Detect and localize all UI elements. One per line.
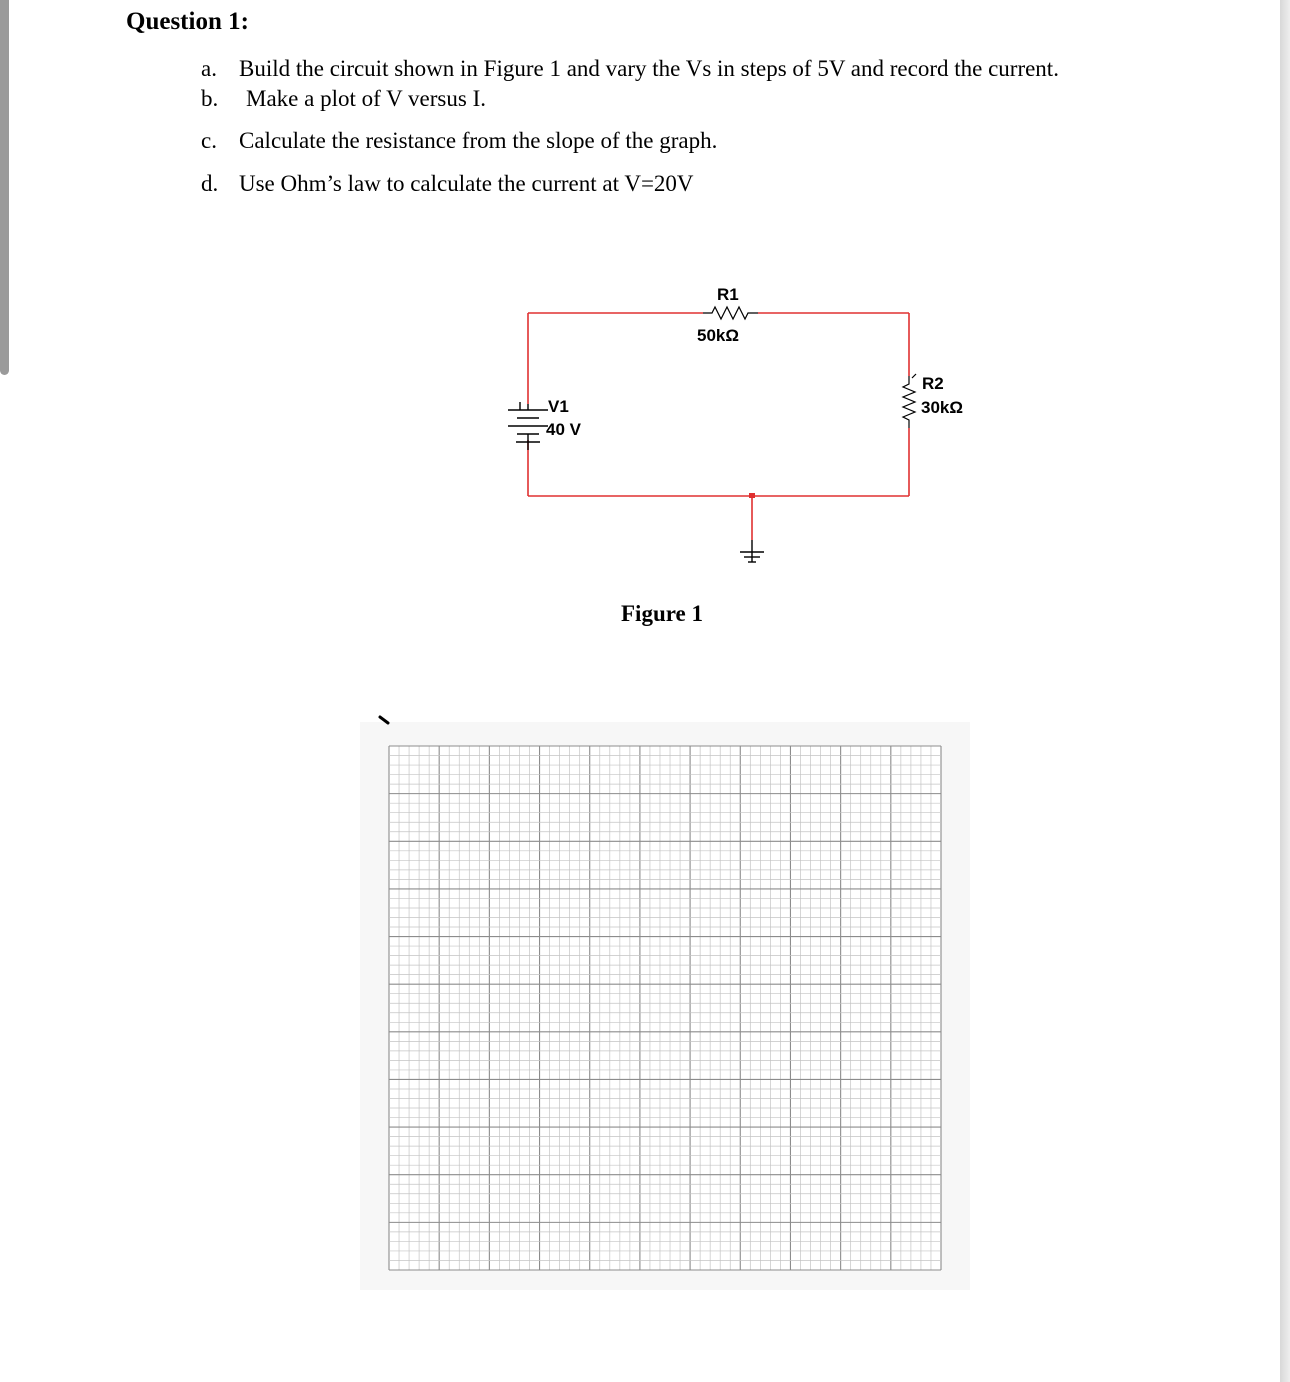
- circuit-wires: [528, 313, 909, 540]
- junction-dot: [749, 493, 755, 498]
- item-text: Calculate the resistance from the slope of the graph.: [239, 128, 718, 153]
- item-letter: b.: [201, 86, 219, 111]
- item-text: Build the circuit shown in Figure 1 and vary the Vs in steps of 5V and record the current.: [239, 56, 1059, 81]
- resistor-r2-symbol: [903, 374, 916, 428]
- item-letter: a.: [201, 56, 217, 81]
- circuit-diagram: [0, 0, 1280, 600]
- figure-caption: Figure 1: [621, 601, 703, 626]
- item-text: Use Ohm’s law to calculate the current at V=20V: [239, 171, 694, 196]
- corner-mark-icon: [378, 714, 392, 728]
- grid-background: [389, 746, 941, 1270]
- r2-name: R2: [922, 374, 944, 393]
- item-text: Make a plot of V versus I.: [246, 86, 486, 111]
- r1-name: R1: [717, 285, 739, 304]
- v1-value: 40 V: [546, 420, 581, 439]
- r2-value: 30kΩ: [921, 398, 963, 417]
- resistor-r1-symbol: [703, 307, 758, 319]
- v1-name: V1: [548, 397, 569, 416]
- r1-value: 50kΩ: [697, 326, 739, 345]
- window-edge: [1280, 0, 1290, 1382]
- item-letter: c.: [201, 128, 217, 153]
- ground-icon: [740, 540, 764, 562]
- item-letter: d.: [201, 171, 219, 196]
- question-title: Question 1:: [126, 8, 249, 35]
- graph-paper-grid: [388, 745, 942, 1271]
- battery-v1-symbol: [508, 402, 548, 450]
